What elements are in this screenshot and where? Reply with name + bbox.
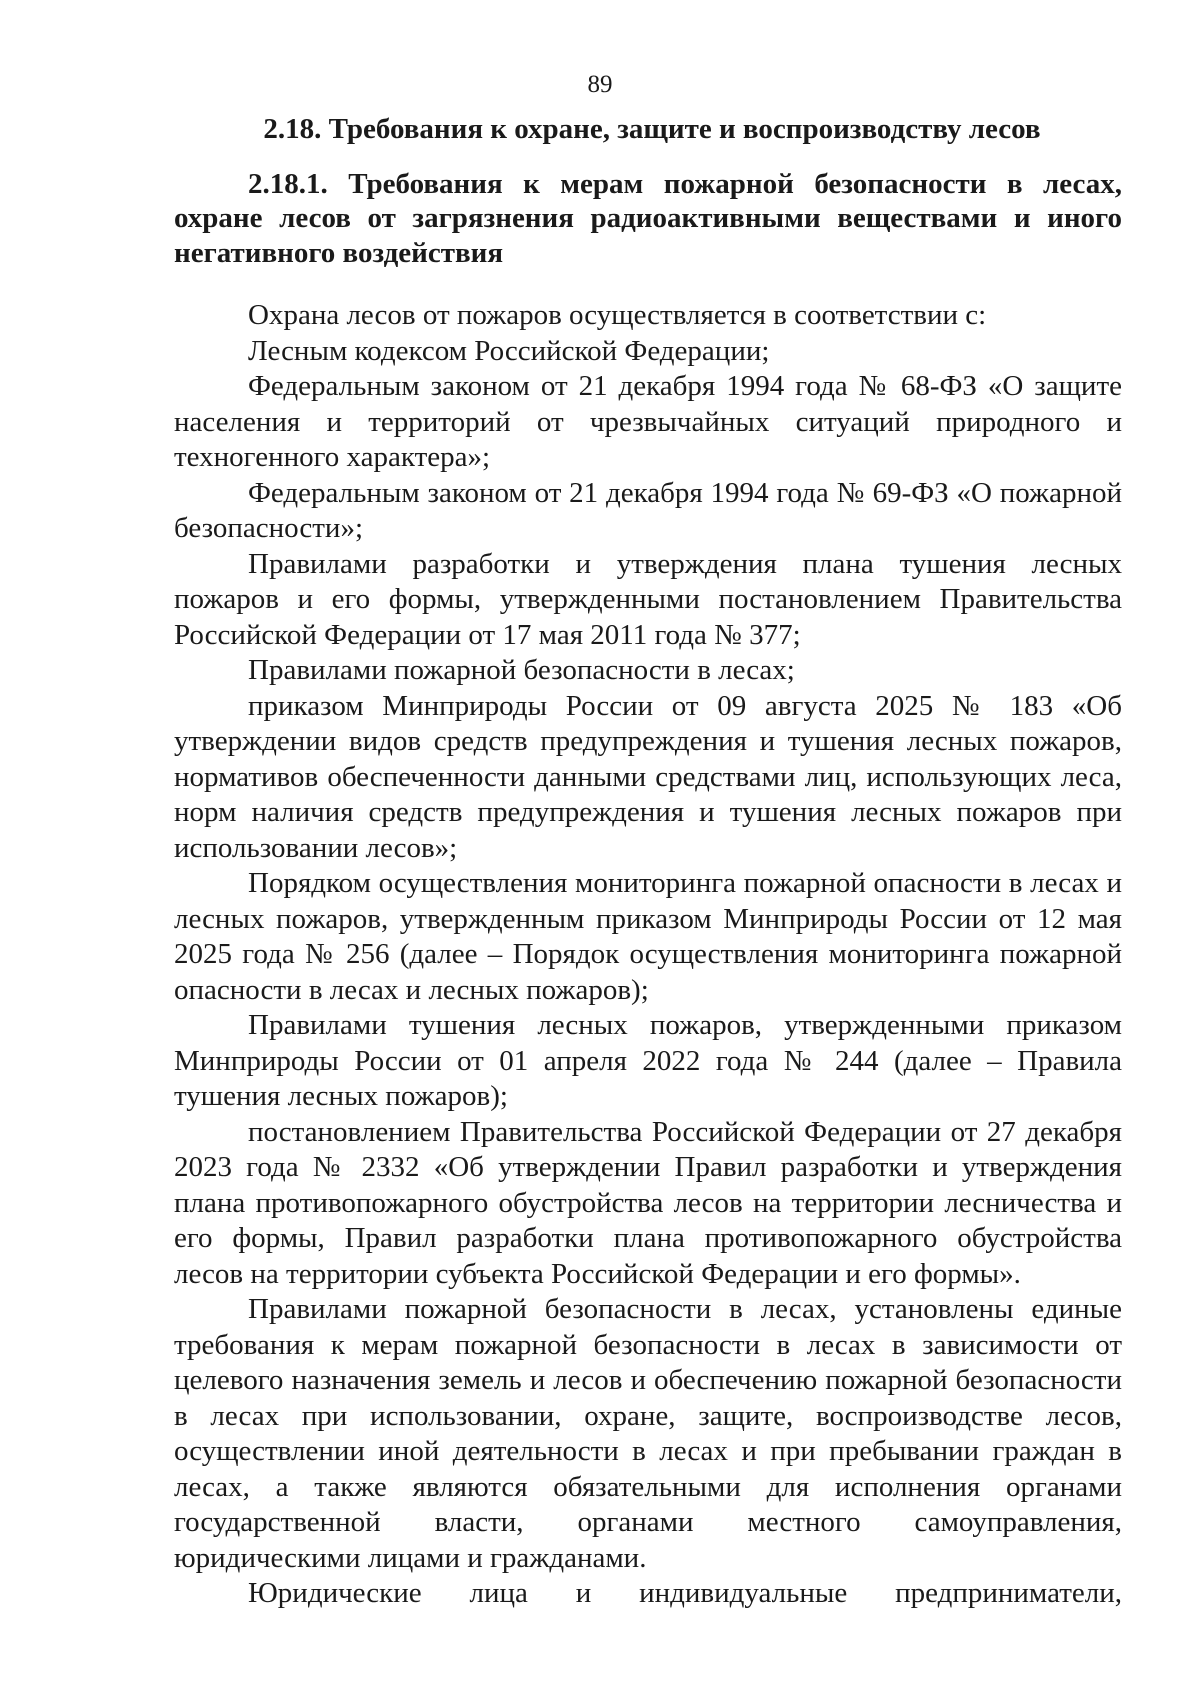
paragraph: Юридические лица и индивидуальные предприниматели, <box>248 1577 1122 1609</box>
section-title: 2.18. Требования к охране, защите и воспроизводству лесов <box>263 113 1041 145</box>
subsection-title: 2.18.1. Требования к мерам пожарной безопасности в лесах, охране лесов от загрязнения радиоактивными веществами и иного негативного воздействия <box>174 167 1122 269</box>
page-content <box>174 112 1122 1612</box>
page-number: 89 <box>587 71 613 98</box>
paragraph: постановлением Правительства Российской Федерации от 27 декабря 2023 года № 2332 «Об утверждении Правил разработки и утверждения плана противопожарного обустройства лесов на территории лесничества и его формы, Правил разработки плана противопожарного обустройства лесов на территории субъекта Российской Федерации и его формы». <box>174 1115 1122 1290</box>
paragraph: Федеральным законом от 21 декабря 1994 года № 69-ФЗ «О пожарной безопасности»; <box>174 476 1122 544</box>
paragraph: Правилами разработки и утверждения плана тушения лесных пожаров и его формы, утвержденными постановлением Правительства Российской Федерации от 17 мая 2011 года № 377; <box>174 547 1122 651</box>
paragraph: Порядком осуществления мониторинга пожарной опасности в лесах и лесных пожаров, утвержденным приказом Минприроды России от 12 мая 2025 года № 256 (далее – Порядок осуществления мониторинга пожарной опасности в лесах и лесных пожаров); <box>174 867 1122 1006</box>
paragraph: Правилами пожарной безопасности в лесах, установлены единые требования к мерам пожарной безопасности в лесах в зависимости от целевого назначения земель и лесов и обеспечению пожарной безопасности в лесах при использовании, охране, защите, воспроизводстве лесов, осуществлении иной деятельности в лесах и при пребывании граждан в лесах, а также являются обязательными для исполнения органами государственной власти, органами местного самоуправления, юридическими лицами и гражданами. <box>174 1293 1122 1574</box>
paragraph: Лесным кодексом Российской Федерации; <box>248 334 770 367</box>
body-text <box>174 298 1122 1612</box>
paragraph: приказом Минприроды России от 09 августа 2025 № 183 «Об утверждении видов средств предупреждения и тушения лесных пожаров, нормативов обеспеченности данными средствами лиц, использующих леса, норм наличия средств предупреждения и тушения лесных пожаров при использовании лесов»; <box>174 689 1122 864</box>
paragraph: Правилами тушения лесных пожаров, утвержденными приказом Минприроды России от 01 апреля 2022 года № 244 (далее – Правила тушения лесных пожаров); <box>174 1009 1122 1112</box>
paragraph: Охрана лесов от пожаров осуществляется в соответствии с: <box>248 299 987 331</box>
paragraph: Федеральным законом от 21 декабря 1994 года № 68-ФЗ «О защите населения и территорий от чрезвычайных ситуаций природного и техногенного характера»; <box>174 370 1122 473</box>
paragraph: Правилами пожарной безопасности в лесах; <box>248 654 795 686</box>
